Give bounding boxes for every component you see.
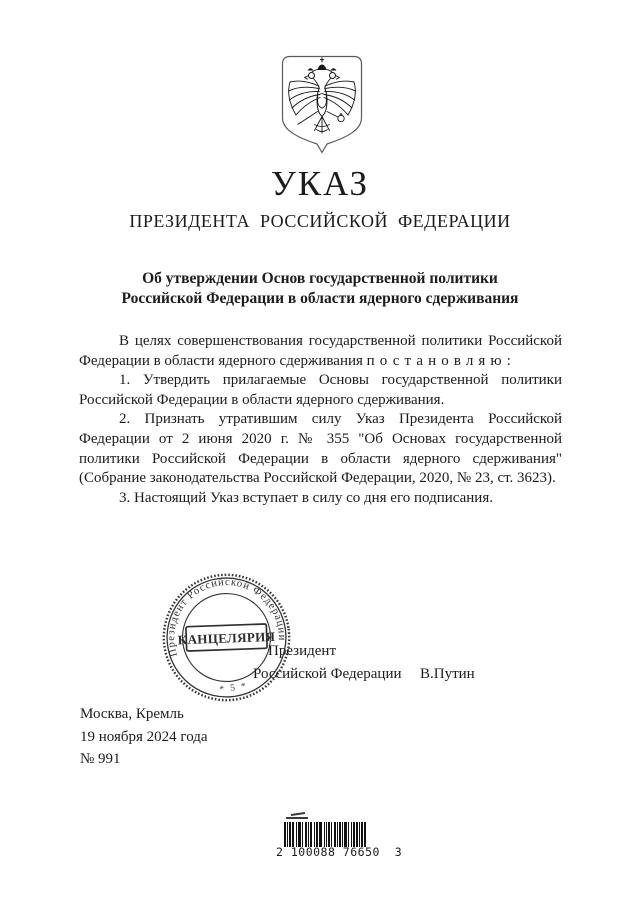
stamp-ring-text: Президент Российской Федерации: [165, 576, 288, 659]
preamble-text: В целях совершенствования государственной политики Российской Федерации в области ядерного сдерживания: [79, 333, 562, 369]
decree-subject-heading: [0, 269, 640, 309]
decree-word: постановляю:: [366, 352, 516, 369]
coat-of-arms-emblem: [281, 55, 363, 155]
signature-title-line-1: Президент: [268, 643, 336, 659]
signing-place: Москва, Кремль: [80, 706, 184, 722]
paragraph-item-1: 1. Утвердить прилагаемые Основы государственной политики Российской Федерации в области ядерного сдерживания.: [79, 372, 562, 408]
barcode-digits: 2 100088 76650 3: [276, 845, 403, 859]
signature-title-line-2: Российской Федерации: [253, 666, 402, 682]
paragraph-item-3: 3. Настоящий Указ вступает в силу со дня его подписания.: [119, 489, 493, 506]
chancery-stamp-seal: [161, 572, 292, 703]
decree-number: № 991: [80, 751, 121, 767]
signature-name: В.Путин: [420, 666, 475, 682]
signing-date: 19 ноября 2024 года: [80, 728, 208, 745]
issuing-authority-title: ПРЕЗИДЕНТА РОССИЙСКОЙ ФЕДЕРАЦИИ: [129, 211, 511, 231]
barcode-icon: [284, 822, 366, 847]
subject-line-1: Об утверждении Основ государственной политики: [142, 270, 498, 287]
subject-line-2: Российской Федерации в области ядерного сдерживания: [121, 290, 519, 307]
stamp-center-text: КАНЦЕЛЯРИЯ: [177, 628, 276, 648]
signing-block: [80, 703, 208, 771]
paragraph-item-2: 2. Признать утратившим силу Указ Президента Российской Федерации от 2 июня 2020 г. № 355 "Об Основах государственной политики Российской Федерации в области ядерного сдерживания" (Собрание законодательства Российской Федерации, 2020, № 23, ст. 3623).: [79, 411, 562, 487]
paragraph-preamble: [79, 332, 562, 371]
stamp-copy-number: * 5 *: [219, 681, 249, 696]
document-type-title: УКАЗ: [270, 164, 370, 203]
decree-body: [79, 332, 562, 508]
heraldic-shield-outline: [283, 57, 362, 153]
barcode-microtext: [286, 813, 306, 819]
